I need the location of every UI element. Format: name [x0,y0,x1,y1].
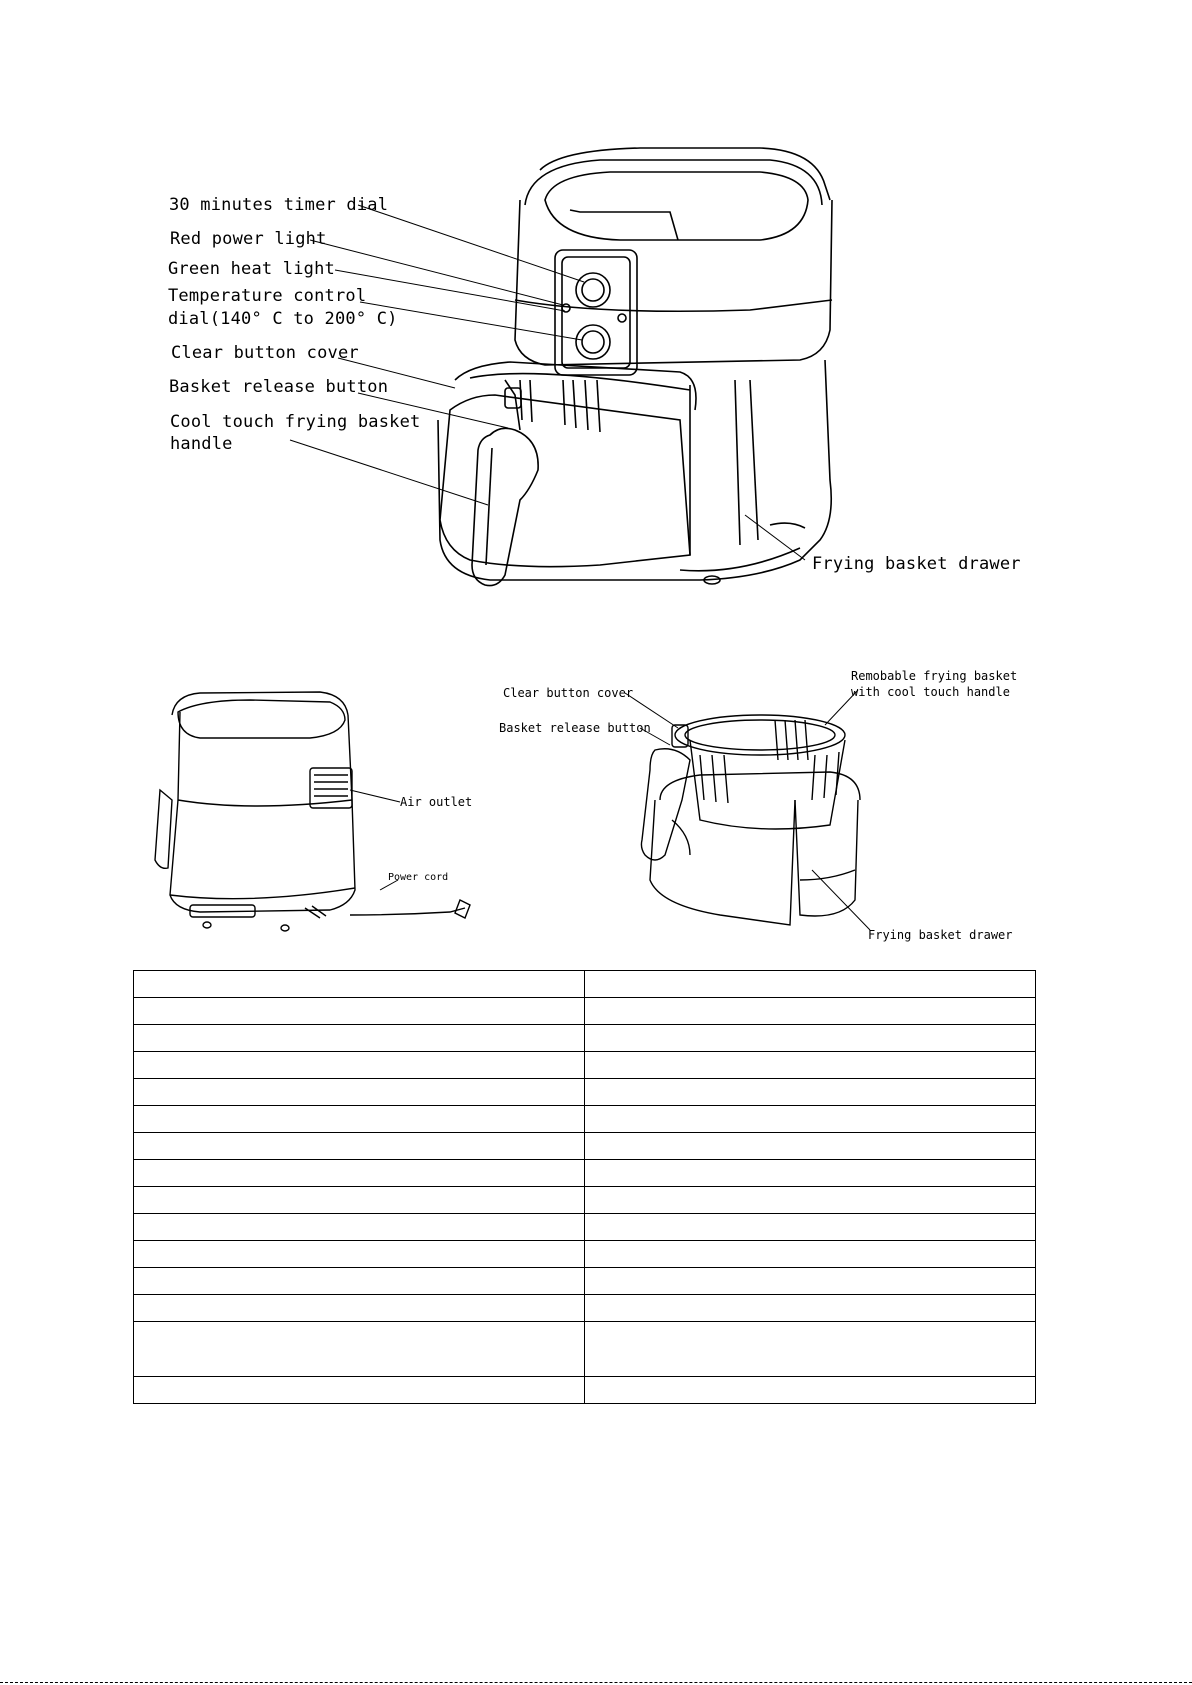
table-cell [134,1160,585,1187]
frying-basket-drawer-label: Frying basket drawer [812,554,1021,574]
removable-basket-label: Remobable frying basket [851,669,1018,683]
table-cell [585,1214,1036,1241]
table-row [134,1133,1036,1160]
basket-release-button-label: Basket release button [169,377,389,397]
clear-button-cover-label: Clear button cover [171,343,359,363]
table-cell [585,1079,1036,1106]
table-cell [585,1106,1036,1133]
table-row [134,1214,1036,1241]
table-row [134,971,1036,998]
table-cell [134,971,585,998]
table-cell [134,1322,585,1377]
basket-drawer-label-2: Frying basket drawer [868,928,1013,942]
table-cell [585,1241,1036,1268]
table-cell [134,1133,585,1160]
temperature-control-label: Temperature control [168,286,367,306]
basket-release-button-label-2: Basket release button [499,721,651,735]
specification-table [133,970,1036,1404]
table-row [134,998,1036,1025]
removable-basket-label-cont: with cool touch handle [851,685,1010,699]
table-cell [585,1322,1036,1377]
table-cell [134,1377,585,1404]
table-cell [134,1214,585,1241]
table-row [134,1106,1036,1133]
table-cell [134,1052,585,1079]
table-cell [585,1268,1036,1295]
table-cell [134,1079,585,1106]
table-row [134,1187,1036,1214]
table-cell [134,998,585,1025]
table-row [134,1268,1036,1295]
timer-dial-label: 30 minutes timer dial [169,195,389,215]
table-cell [585,998,1036,1025]
table-cell [134,1241,585,1268]
table-cell [585,1187,1036,1214]
table-cell [134,1268,585,1295]
table-cell [585,1377,1036,1404]
table-row [134,1241,1036,1268]
table-row [134,1377,1036,1404]
red-power-light-label: Red power light [170,229,327,249]
table-row [134,1079,1036,1106]
table-row [134,1025,1036,1052]
table-cell [585,1295,1036,1322]
page-bottom-divider [0,1682,1192,1683]
table-cell [134,1187,585,1214]
table-row [134,1322,1036,1377]
table-cell [134,1295,585,1322]
table-cell [134,1025,585,1052]
table-cell [585,1133,1036,1160]
cool-touch-handle-label-cont: handle [170,434,233,454]
table-row [134,1052,1036,1079]
table-cell [585,1160,1036,1187]
table-row [134,1295,1036,1322]
table-cell [134,1106,585,1133]
basket-clear-button-cover-label: Clear button cover [503,686,634,700]
air-outlet-label: Air outlet [400,795,473,809]
table-cell [585,1025,1036,1052]
table-cell [585,971,1036,998]
power-cord-label: Power cord [388,872,449,883]
cool-touch-handle-label: Cool touch frying basket [170,412,421,432]
table-row [134,1160,1036,1187]
temperature-range-label: dial(140° C to 200° C) [168,309,398,329]
green-heat-light-label: Green heat light [168,259,335,279]
table-cell [585,1052,1036,1079]
